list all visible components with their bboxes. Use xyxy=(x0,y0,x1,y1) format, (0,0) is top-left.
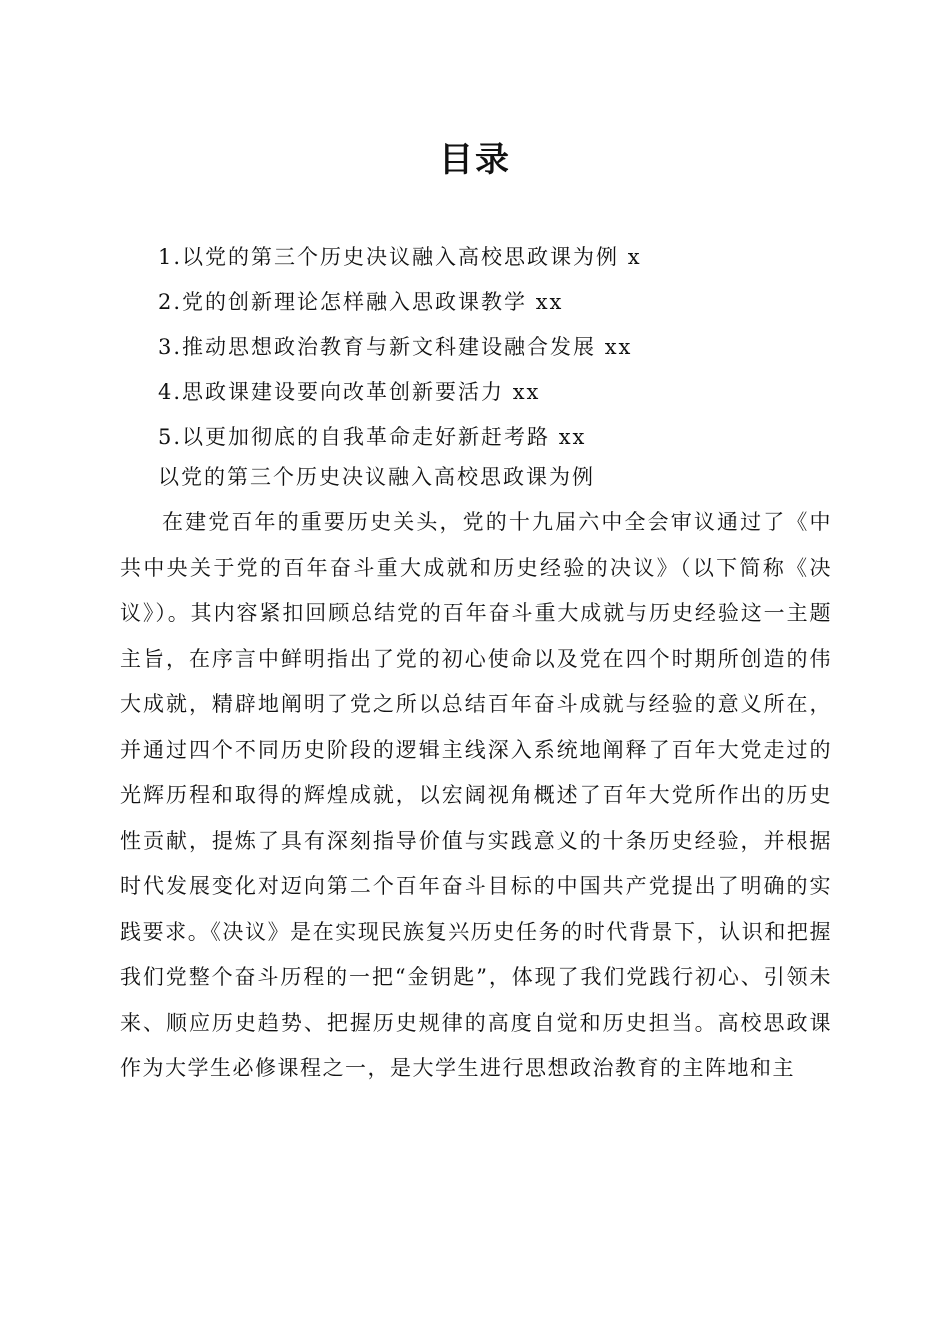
table-of-contents xyxy=(158,235,858,460)
page-title: 目录 xyxy=(439,140,511,180)
section-heading: 以党的第三个历史决议融入高校思政课为例 xyxy=(158,465,595,489)
toc-item: 3.推动思想政治教育与新文科建设融合发展 xx xyxy=(158,335,633,359)
body-paragraph: 在建党百年的重要历史关头，党的十九届六中全会审议通过了《中共中央关于党的百年奋斗重大成就和历史经验的决议》（以下简称《决议》）。其内容紧扣回顾总结党的百年奋斗重大成就与历史经验这一主题主旨，在序言中鲜明指出了党的初心使命以及党在四个时期所创造的伟大成就，精辟地阐明了党之所以总结百年奋斗成就与经验的意义所在，并通过四个不同历史阶段的逻辑主线深入系统地阐释了百年大党走过的光辉历程和取得的辉煌成就，以宏阔视角概述了百年大党所作出的历史性贡献，提炼了具有深刻指导价值与实践意义的十条历史经验，并根据时代发展变化对迈向第二个百年奋斗目标的中国共产党提出了明确的实践要求。《决议》是在实现民族复兴历史任务的时代背景下，认识和把握我们党整个奋斗历程的一把“金钥匙”，体现了我们党践行初心、引领未来、顺应历史趋势、把握历史规律的高度自觉和历史担当。高校思政课作为大学生必修课程之一，是大学生进行思想政治教育的主阵地和主 xyxy=(120,510,832,1080)
toc-item: 4.思政课建设要向改革创新要活力 xx xyxy=(158,380,541,404)
toc-item: 5.以更加彻底的自我革命走好新赶考路 xx xyxy=(158,425,587,449)
toc-item: 1.以党的第三个历史决议融入高校思政课为例 x xyxy=(158,245,642,269)
toc-item: 2.党的创新理论怎样融入思政课教学 xx xyxy=(158,290,564,314)
